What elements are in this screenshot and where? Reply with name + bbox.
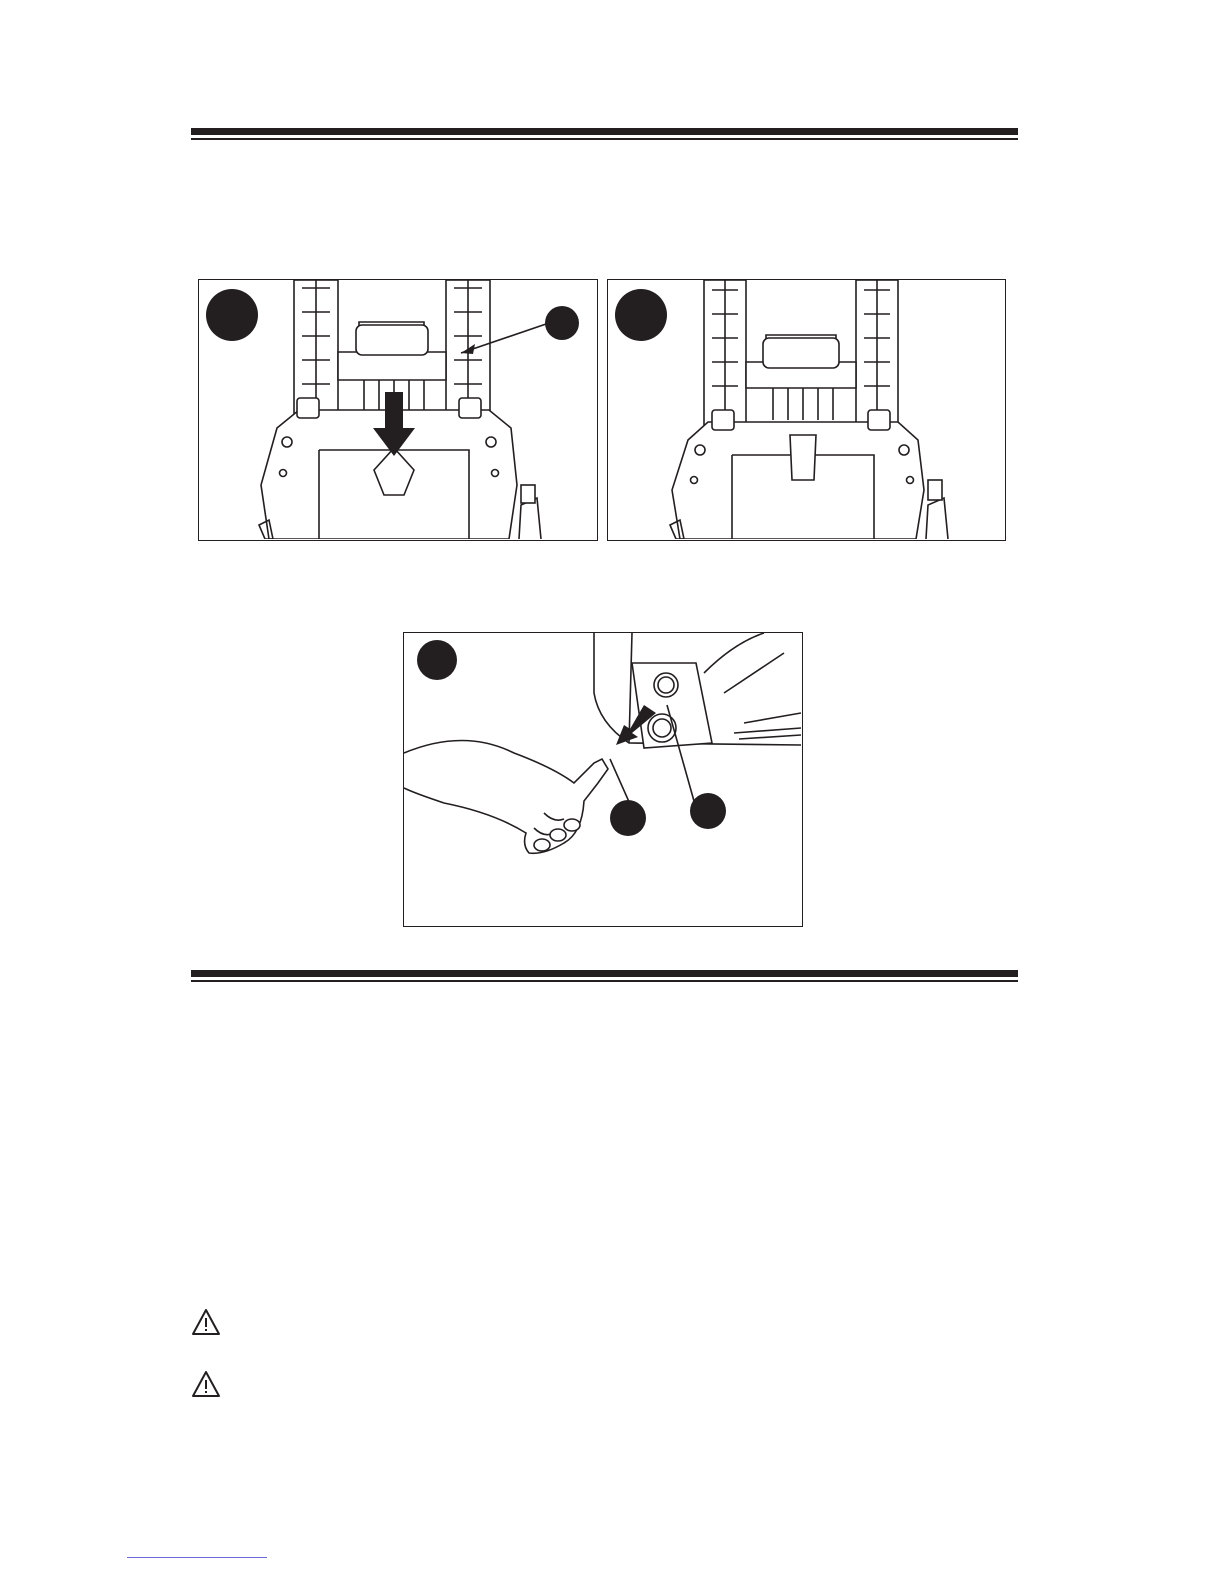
- section-rule-bottom: [191, 970, 1018, 982]
- warning-triangle-icon: [191, 1370, 221, 1398]
- warning-triangle-icon: [191, 1308, 221, 1336]
- footer-underline: [127, 1557, 267, 1558]
- section-rule-top: [191, 128, 1018, 140]
- figure-outlet-plug: [403, 632, 803, 927]
- figure-handle-installed: [607, 279, 1006, 541]
- figure-handle-insert: [198, 279, 598, 541]
